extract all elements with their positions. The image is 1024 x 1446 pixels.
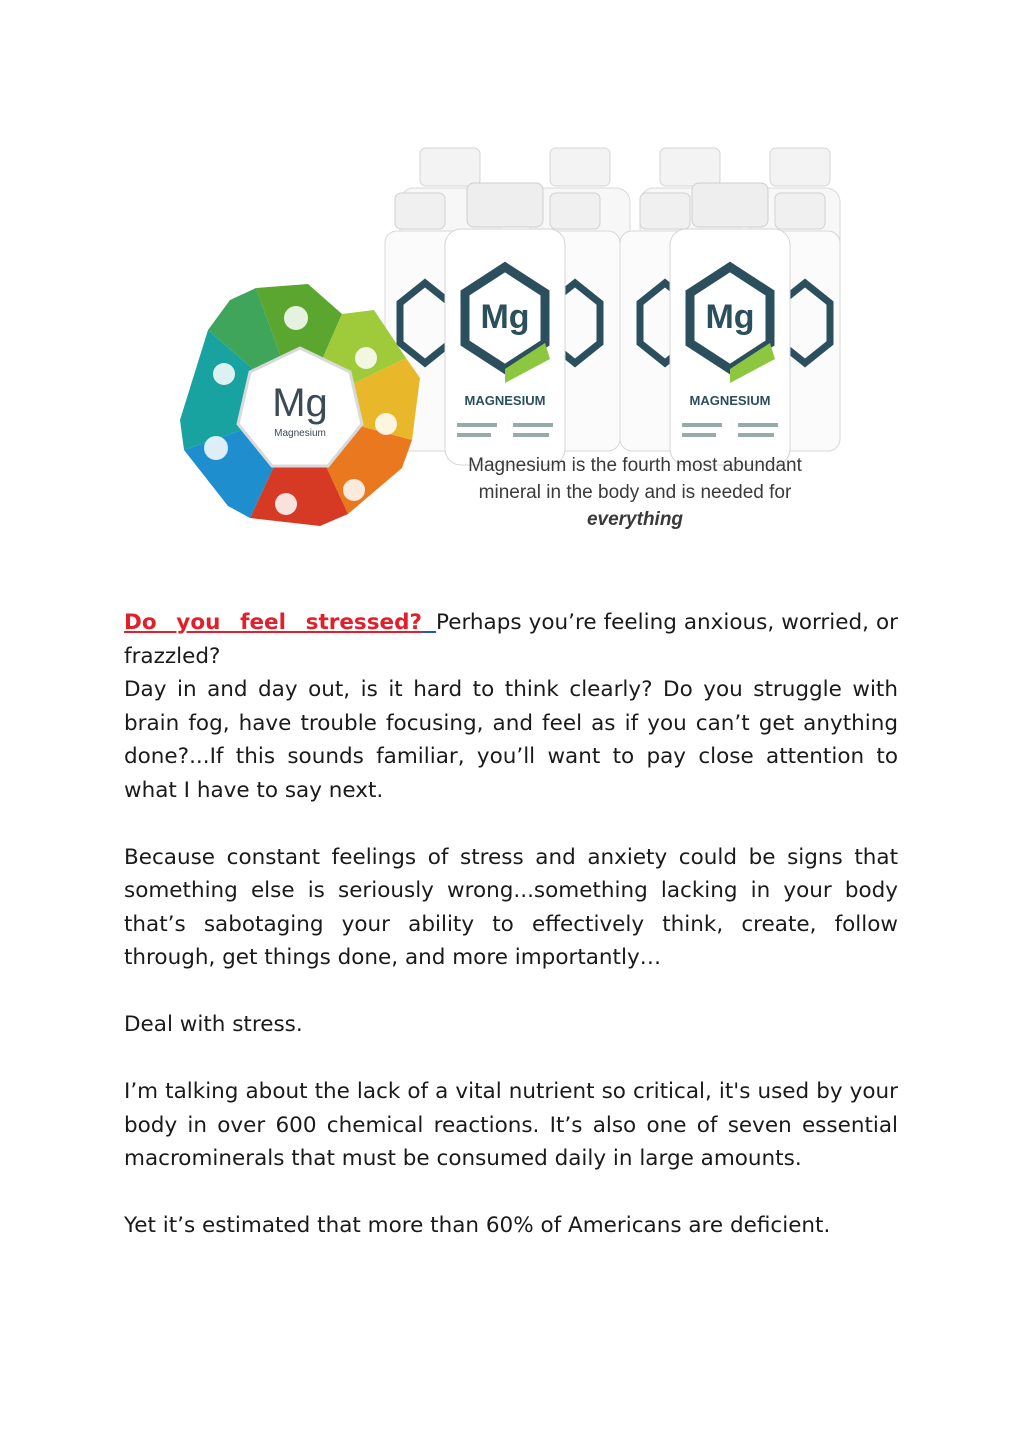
- wheel-mg-label: Mg: [272, 381, 328, 425]
- image-caption: [420, 452, 850, 533]
- article-body: [124, 606, 898, 1276]
- bottle-mg-label: Mg: [705, 298, 755, 336]
- runner-icon: [355, 347, 377, 369]
- bottle-mg-label: Mg: [480, 298, 530, 336]
- intro-continued: Day in and day out, is it hard to think clearly? Do you struggle with brain fog, have trouble focusing, and feel as if you can’t get anything done?...If this sounds familiar, you’ll want to pay close attention to what I have to say next.: [124, 677, 898, 803]
- bone-icon: [275, 493, 297, 515]
- paragraph-deal-with-stress: Deal with stress.: [124, 1012, 303, 1037]
- muscle-icon: [284, 306, 308, 330]
- bottle-brand-label: MAGNESIUM: [464, 393, 546, 408]
- magnesium-benefits-wheel: [180, 284, 420, 526]
- heart-icon: [204, 436, 228, 460]
- bottle-brand-label: MAGNESIUM: [689, 393, 771, 408]
- intro-rest: Perhaps you’re feeling anxious, worried, or frazzled?: [124, 610, 898, 669]
- person-icon: [213, 363, 235, 385]
- paragraph-stress-signs: Because constant feelings of stress and anxiety could be signs that something else is seriously wrong...something lacking in your body that’s sabotaging your ability to effectively think, create, follow through, get things done, and more importantly…: [124, 844, 898, 970]
- brain-icon: [343, 479, 365, 501]
- caption-line-1: Magnesium is the fourth most abundant: [468, 455, 802, 476]
- paragraph-intro: [124, 606, 898, 807]
- wheel-magnesium-label: Magnesium: [274, 428, 326, 439]
- lead-question-link[interactable]: Do you feel stressed?: [124, 610, 422, 635]
- paragraph-vital-nutrient: I’m talking about the lack of a vital nutrient so critical, it's used by your body in over 600 chemical reactions. It’s also one of seven essential macrominerals that must be consumed daily in large amounts.: [124, 1079, 898, 1171]
- stomach-icon: [375, 413, 397, 435]
- paragraph-deficiency: Yet it’s estimated that more than 60% of Americans are deficient.: [124, 1213, 831, 1238]
- caption-emphasis: everything: [586, 509, 684, 530]
- caption-line-2: mineral in the body and is needed for: [478, 482, 792, 503]
